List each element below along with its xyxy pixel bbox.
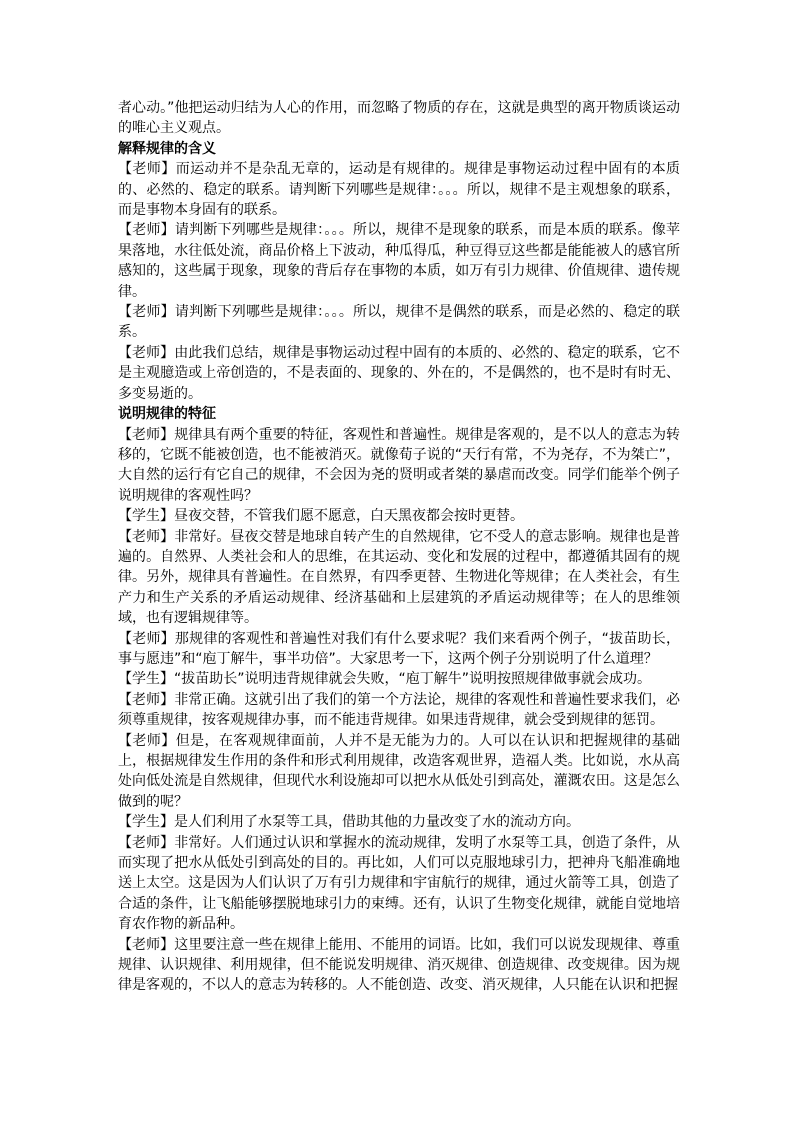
- paragraph: [118, 506, 680, 526]
- paragraph-text: 请判断下列哪些是规律：。。。所以，规律不是偶然的联系，而是必然的、稳定的联系。: [118, 304, 681, 341]
- speaker-label: 【学生】: [118, 814, 174, 831]
- paragraph-text: 那规律的客观性和普遍性对我们有什么要求呢？我们来看两个例子，“拔苗助长，事与愿违”和“庖丁解牛，事半功倍”。大家思考一下，这两个例子分别说明了什么道理？: [118, 630, 680, 667]
- paragraph: [118, 629, 680, 670]
- speaker-label: 【老师】: [118, 630, 175, 647]
- speaker-label: 【老师】: [118, 732, 176, 749]
- speaker-label: 【老师】: [118, 528, 175, 545]
- paragraph-text: 规律具有两个重要的特征，客观性和普遍性。规律是客观的，是不以人的意志为转移的，它既不能被创造，也不能被消灭。就像荀子说的“天行有常，不为尧存，不为桀亡”，大自然的运行有它自己的规律，不会因为尧的贤明或者桀的暴虐而改变。同学们能举个例子说明规律的客观性吗？: [118, 426, 681, 504]
- section-heading: 说明规律的特征: [118, 406, 216, 423]
- paragraph: [118, 935, 680, 996]
- section-heading: 解释规律的含义: [118, 140, 216, 157]
- speaker-label: 【老师】: [118, 222, 175, 239]
- paragraph-text: 而运动并不是杂乱无章的，运动是有规律的。规律是事物运动过程中固有的本质的、必然的、稳定的联系。请判断下列哪些是规律：。。。所以，规律不是主观想象的联系，而是事物本身固有的联系。: [118, 161, 681, 219]
- speaker-label: 【老师】: [118, 426, 175, 443]
- speaker-label: 【学生】: [118, 671, 174, 688]
- paragraph: [118, 833, 680, 935]
- paragraph: [118, 731, 680, 813]
- speaker-label: 【老师】: [118, 691, 175, 708]
- paragraph: [118, 159, 680, 220]
- speaker-label: 【老师】: [118, 834, 175, 851]
- paragraph: [118, 220, 680, 302]
- paragraph: [118, 343, 680, 404]
- paragraph: [118, 690, 680, 731]
- paragraph: [118, 527, 680, 629]
- paragraph-text: 这里要注意一些在规律上能用、不能用的词语。比如，我们可以说发现规律、尊重规律、认识规律、利用规律，但不能说发明规律、消灭规律、创造规律、改变规律。因为规律是客观的，不以人的意志为转移的。人不能创造、改变、消灭规律，人只能在认识和把握: [118, 936, 681, 994]
- paragraph: [118, 669, 680, 689]
- speaker-label: 【老师】: [118, 936, 175, 953]
- paragraph-text: “拔苗助长”说明违背规律就会失败，“庖丁解牛”说明按照规律做事就会成功。: [174, 671, 652, 688]
- paragraph-text: 者心动。”他把运动归结为人心的作用，而忽略了物质的存在，这就是典型的离开物质谈运动的唯心主义观点。: [118, 100, 680, 137]
- paragraph-text: 请判断下列哪些是规律：。。。所以，规律不是现象的联系，而是本质的联系。像苹果落地，水往低处流，商品价格上下波动，种瓜得瓜，种豆得豆这些都是能能被人的感官所感知的，这些属于现象，现象的背后存在事物的本质，如万有引力规律、价值规律、遗传规律。: [118, 222, 681, 300]
- paragraph-text: 昼夜交替，不管我们愿不愿意，白天黑夜都会按时更替。: [174, 508, 524, 525]
- paragraph: [118, 302, 680, 343]
- paragraph-text: 非常好。昼夜交替是地球自转产生的自然规律，它不受人的意志影响。规律也是普遍的。自然界、人类社会和人的思维，在其运动、变化和发展的过程中，都遵循其固有的规律。另外，规律具有普遍性。在自然界，有四季更替、生物进化等规律；在人类社会，有生产力和生产关系的矛盾运动规律、经济基础和上层建筑的矛盾运动规律等；在人的思维领域，也有逻辑规律等。: [118, 528, 681, 627]
- paragraph: [118, 98, 680, 139]
- speaker-label: 【老师】: [118, 304, 175, 321]
- document-body: [118, 98, 680, 996]
- paragraph: [118, 425, 680, 507]
- paragraph: [118, 812, 680, 832]
- paragraph-text: 由此我们总结，规律是事物运动过程中固有的本质的、必然的、稳定的联系，它不是主观臆造或上帝创造的，不是表面的、现象的、外在的，不是偶然的，也不是时有时无、多变易逝的。: [118, 344, 681, 402]
- speaker-label: 【老师】: [118, 344, 175, 361]
- speaker-label: 【学生】: [118, 508, 174, 525]
- paragraph-text: 但是，在客观规律面前，人并不是无能为力的。人可以在认识和把握规律的基础上，根据规律发生作用的条件和形式利用规律，改造客观世界，造福人类。比如说，水从高处向低处流是自然规律，但现代水利设施却可以把水从低处引到高处，灌溉农田。这是怎么做到的呢？: [118, 732, 681, 810]
- paragraph-text: 非常正确。这就引出了我们的第一个方法论，规律的客观性和普遍性要求我们，必须尊重规律，按客观规律办事，而不能违背规律。如果违背规律，就会受到规律的惩罚。: [118, 691, 681, 729]
- paragraph-text: 非常好。人们通过认识和掌握水的流动规律，发明了水泵等工具，创造了条件，从而实现了把水从低处引到高处的目的。再比如，人们可以克服地球引力，把神舟飞船准确地送上太空。这是因为人们认识了万有引力规律和宇宙航行的规律，通过火箭等工具，创造了合适的条件，让飞船能够摆脱地球引力的束缚。还有，认识了生物变化规律，就能自觉地培育农作物的新品种。: [118, 834, 681, 933]
- paragraph-text: 是人们利用了水泵等工具，借助其他的力量改变了水的流动方向。: [174, 814, 580, 831]
- speaker-label: 【老师】: [118, 161, 176, 178]
